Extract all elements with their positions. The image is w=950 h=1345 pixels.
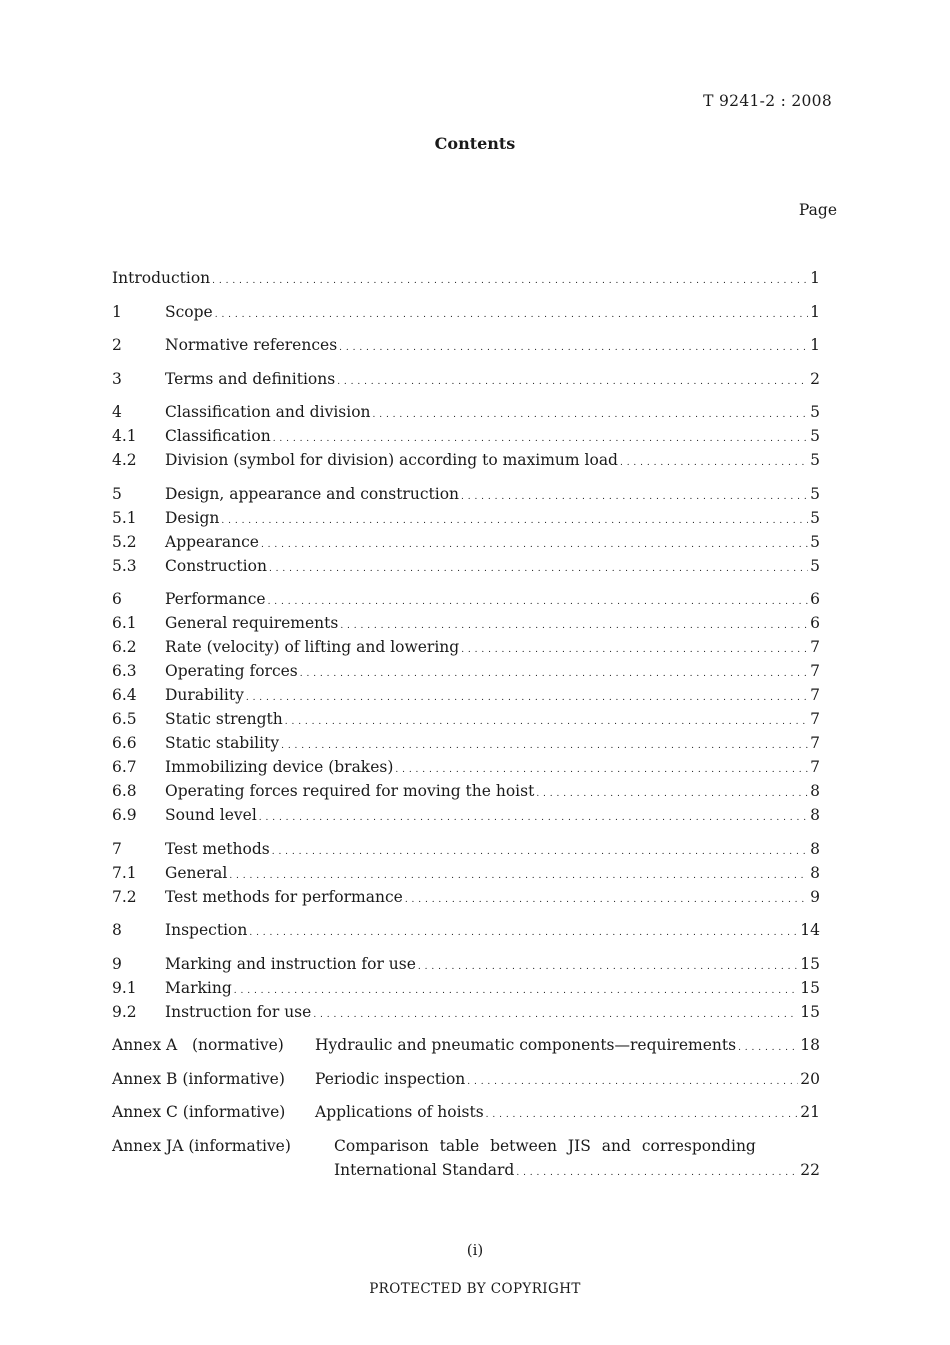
toc-entry[interactable] xyxy=(112,367,820,391)
dot-leader xyxy=(467,1067,798,1094)
toc-entry[interactable] xyxy=(112,683,820,707)
dot-leader xyxy=(272,837,808,864)
page-title: Contents xyxy=(434,134,516,153)
dot-leader xyxy=(234,976,798,1003)
toc-group xyxy=(112,587,820,827)
toc-page-number: 5 xyxy=(810,403,820,421)
toc-entry-title: Operating forces required for moving the hoist xyxy=(165,782,535,800)
toc-section-number: 9.2 xyxy=(112,1002,137,1021)
page-column-label: Page xyxy=(798,201,837,219)
annex-label: Annex JA (informative) xyxy=(112,1136,291,1155)
toc-entry[interactable] xyxy=(112,506,820,530)
toc-entry[interactable] xyxy=(112,976,820,1000)
dot-leader xyxy=(259,803,808,830)
dot-leader xyxy=(300,659,808,686)
toc-entry-title: Marking xyxy=(165,978,232,997)
toc-section-number: 7.2 xyxy=(112,887,137,906)
toc-entry[interactable] xyxy=(112,731,820,755)
toc-group xyxy=(112,266,820,290)
toc-entry[interactable] xyxy=(112,837,820,861)
toc-section-number: 8 xyxy=(112,921,122,939)
dot-leader xyxy=(261,530,808,557)
toc-group xyxy=(112,333,820,357)
toc-entry[interactable] xyxy=(112,1000,820,1024)
toc-entry[interactable] xyxy=(112,300,820,324)
toc-page-number: 7 xyxy=(810,710,820,728)
toc-section-number: 6.5 xyxy=(112,710,137,728)
toc-entry[interactable] xyxy=(112,918,820,942)
document-identifier: T 9241-2 : 2008 xyxy=(703,92,832,110)
toc-entry[interactable] xyxy=(112,611,820,635)
toc-entry[interactable] xyxy=(112,755,820,779)
toc-entry-title: Design xyxy=(165,508,220,527)
toc-entry[interactable] xyxy=(112,1033,820,1057)
toc-page-number: 15 xyxy=(800,954,820,973)
toc-entry[interactable] xyxy=(112,400,820,424)
toc-page-number: 8 xyxy=(810,839,820,858)
toc-entry-title: Static stability xyxy=(165,734,280,752)
toc-entry[interactable] xyxy=(112,530,820,554)
toc-page-number: 15 xyxy=(800,978,820,997)
toc-entry[interactable] xyxy=(112,779,820,803)
toc-entry[interactable] xyxy=(112,266,820,290)
annex-title-line2: International Standard xyxy=(334,1160,515,1179)
toc-section-number: 4.1 xyxy=(112,427,137,445)
toc-entry-title: Inspection xyxy=(165,921,248,939)
toc-entry[interactable] xyxy=(112,707,820,731)
toc-entry-title: Appearance xyxy=(165,532,259,551)
dot-leader xyxy=(337,367,808,394)
toc-page-number: 9 xyxy=(810,887,820,906)
dot-leader xyxy=(340,611,808,638)
toc-entry-title: Introduction xyxy=(112,269,211,287)
toc-page-number: 22 xyxy=(800,1160,820,1179)
toc-entry-title: Scope xyxy=(165,302,213,321)
dot-leader xyxy=(273,424,808,451)
dot-leader xyxy=(516,1158,798,1185)
toc-page-number: 7 xyxy=(810,638,820,656)
toc-page-number: 5 xyxy=(810,508,820,527)
toc-section-number: 5.2 xyxy=(112,532,137,551)
toc-page-number: 5 xyxy=(810,451,820,469)
toc-section-number: 3 xyxy=(112,369,122,388)
toc-section-number: 9 xyxy=(112,954,122,973)
toc-entry[interactable] xyxy=(112,448,820,472)
annex-title: Applications of hoists xyxy=(315,1103,484,1121)
toc-entry[interactable] xyxy=(112,333,820,357)
toc-annex-ja[interactable] xyxy=(112,1134,820,1182)
toc-page-number: 18 xyxy=(800,1036,820,1054)
toc-group xyxy=(112,367,820,391)
toc-page-number: 8 xyxy=(810,806,820,824)
toc-page-number: 5 xyxy=(810,556,820,575)
annex-label: Annex B (informative) xyxy=(112,1069,285,1088)
toc-section-number: 5.3 xyxy=(112,556,137,575)
dot-leader xyxy=(285,707,808,734)
toc-group xyxy=(112,400,820,472)
toc-section-number: 6.6 xyxy=(112,734,137,752)
toc-section-number: 6.4 xyxy=(112,686,137,704)
toc-annex xyxy=(112,1033,820,1057)
toc-entry-title: Construction xyxy=(165,556,267,575)
toc-group xyxy=(112,300,820,324)
toc-entry-title: Instruction for use xyxy=(165,1002,312,1021)
toc-entry-title: Division (symbol for division) according to maximum load xyxy=(165,451,618,469)
dot-leader xyxy=(249,918,798,945)
toc-page-number: 8 xyxy=(810,782,820,800)
toc-page-number: 7 xyxy=(810,662,820,680)
annex-title-line1: Comparison table between JIS and corresponding xyxy=(334,1136,756,1155)
toc-entry-title: Marking and instruction for use xyxy=(165,954,416,973)
toc-entry-title: Terms and definitions xyxy=(165,369,336,388)
toc-entry[interactable] xyxy=(112,587,820,611)
toc-section-number: 6.3 xyxy=(112,662,137,680)
toc-page-number: 20 xyxy=(800,1069,820,1088)
dot-leader xyxy=(418,952,798,979)
dot-leader xyxy=(620,448,808,475)
copyright-notice: PROTECTED BY COPYRIGHT xyxy=(369,1281,581,1297)
dot-leader xyxy=(738,1033,798,1060)
toc-entry[interactable] xyxy=(112,952,820,976)
toc-sections xyxy=(112,266,820,1024)
dot-leader xyxy=(246,683,808,710)
dot-leader xyxy=(313,1000,798,1027)
toc-group xyxy=(112,918,820,942)
toc-entry-title: Test methods xyxy=(165,839,270,858)
toc-group xyxy=(112,482,820,578)
toc-entry-title: General xyxy=(165,863,228,882)
dot-leader xyxy=(395,755,808,782)
dot-leader xyxy=(212,266,808,293)
toc-entry-title: Performance xyxy=(165,590,266,608)
toc-entry-title: Rate (velocity) of lifting and lowering xyxy=(165,638,460,656)
dot-leader xyxy=(221,506,808,533)
dot-leader xyxy=(461,635,808,662)
toc-entry-title: Design, appearance and construction xyxy=(165,484,460,503)
toc-page-number: 14 xyxy=(800,921,820,939)
toc-entry[interactable] xyxy=(112,659,820,683)
toc-entry[interactable] xyxy=(112,1100,820,1124)
dot-leader xyxy=(215,300,808,327)
toc-entry[interactable] xyxy=(112,803,820,827)
toc-entry-title: Immobilizing device (brakes) xyxy=(165,758,394,776)
toc-section-number: 6.8 xyxy=(112,782,137,800)
dot-leader xyxy=(281,731,808,758)
toc-annex xyxy=(112,1067,820,1091)
toc-page-number: 5 xyxy=(810,484,820,503)
footer-page-number: (i) xyxy=(466,1241,484,1259)
toc-section-number: 4.2 xyxy=(112,451,137,469)
toc-group xyxy=(112,952,820,1024)
annex-title: Periodic inspection xyxy=(315,1069,466,1088)
toc-entry-title: Normative references xyxy=(165,336,338,354)
toc-entry[interactable] xyxy=(112,861,820,885)
toc-entry[interactable] xyxy=(112,885,820,909)
toc-section-number: 6.2 xyxy=(112,638,137,656)
toc-section-number: 2 xyxy=(112,336,122,354)
annex-title: Hydraulic and pneumatic components—requirements xyxy=(315,1036,737,1054)
toc-entry-title: Test methods for performance xyxy=(165,887,403,906)
toc-page-number: 6 xyxy=(810,614,820,632)
toc-section-number: 4 xyxy=(112,403,122,421)
toc-entry-title: Sound level xyxy=(165,806,257,824)
toc-entry-title: Classification xyxy=(165,427,271,445)
annex-label: Annex C (informative) xyxy=(112,1103,286,1121)
toc-entry[interactable] xyxy=(112,554,820,578)
toc-page-number: 5 xyxy=(810,427,820,445)
toc-entry-title: General requirements xyxy=(165,614,339,632)
toc-section-number: 5.1 xyxy=(112,508,137,527)
dot-leader xyxy=(536,779,808,806)
toc-entry-title: Classification and division xyxy=(165,403,371,421)
toc-entry-title: Durability xyxy=(165,686,244,704)
toc-group xyxy=(112,837,820,909)
toc-page-number: 7 xyxy=(810,686,820,704)
dot-leader xyxy=(461,482,808,509)
toc-section-number: 6.9 xyxy=(112,806,137,824)
toc-entry-title: Operating forces xyxy=(165,662,298,680)
toc-entry-title: Static strength xyxy=(165,710,283,728)
toc-section-number: 6 xyxy=(112,590,122,608)
dot-leader xyxy=(405,885,808,912)
toc-page-number: 1 xyxy=(810,302,820,321)
dot-leader xyxy=(269,554,808,581)
toc-entry[interactable] xyxy=(112,482,820,506)
annex-label: Annex A (normative) xyxy=(112,1036,284,1054)
toc-section-number: 6.1 xyxy=(112,614,137,632)
dot-leader xyxy=(373,400,808,427)
toc-entry[interactable] xyxy=(112,1067,820,1091)
dot-leader xyxy=(268,587,808,614)
dot-leader xyxy=(229,861,808,888)
toc-entry[interactable] xyxy=(112,424,820,448)
toc-page-number: 1 xyxy=(810,336,820,354)
toc-page-number: 21 xyxy=(800,1103,820,1121)
toc-page-number: 15 xyxy=(800,1002,820,1021)
toc-section-number: 6.7 xyxy=(112,758,137,776)
toc-page-number: 7 xyxy=(810,758,820,776)
dot-leader xyxy=(486,1100,799,1127)
dot-leader xyxy=(339,333,808,360)
toc-section-number: 7 xyxy=(112,839,122,858)
toc-entry[interactable] xyxy=(112,635,820,659)
toc-page-number: 1 xyxy=(810,269,820,287)
toc-page-number: 2 xyxy=(810,369,820,388)
toc-page-number: 6 xyxy=(810,590,820,608)
toc-annexes xyxy=(112,1033,820,1124)
toc-page-number: 7 xyxy=(810,734,820,752)
toc-page-number: 5 xyxy=(810,532,820,551)
toc-page-number: 8 xyxy=(810,863,820,882)
toc-section-number: 9.1 xyxy=(112,978,137,997)
toc-section-number: 7.1 xyxy=(112,863,137,882)
toc-annex xyxy=(112,1100,820,1124)
toc-section-number: 1 xyxy=(112,302,122,321)
table-of-contents xyxy=(112,266,820,1191)
toc-section-number: 5 xyxy=(112,484,122,503)
